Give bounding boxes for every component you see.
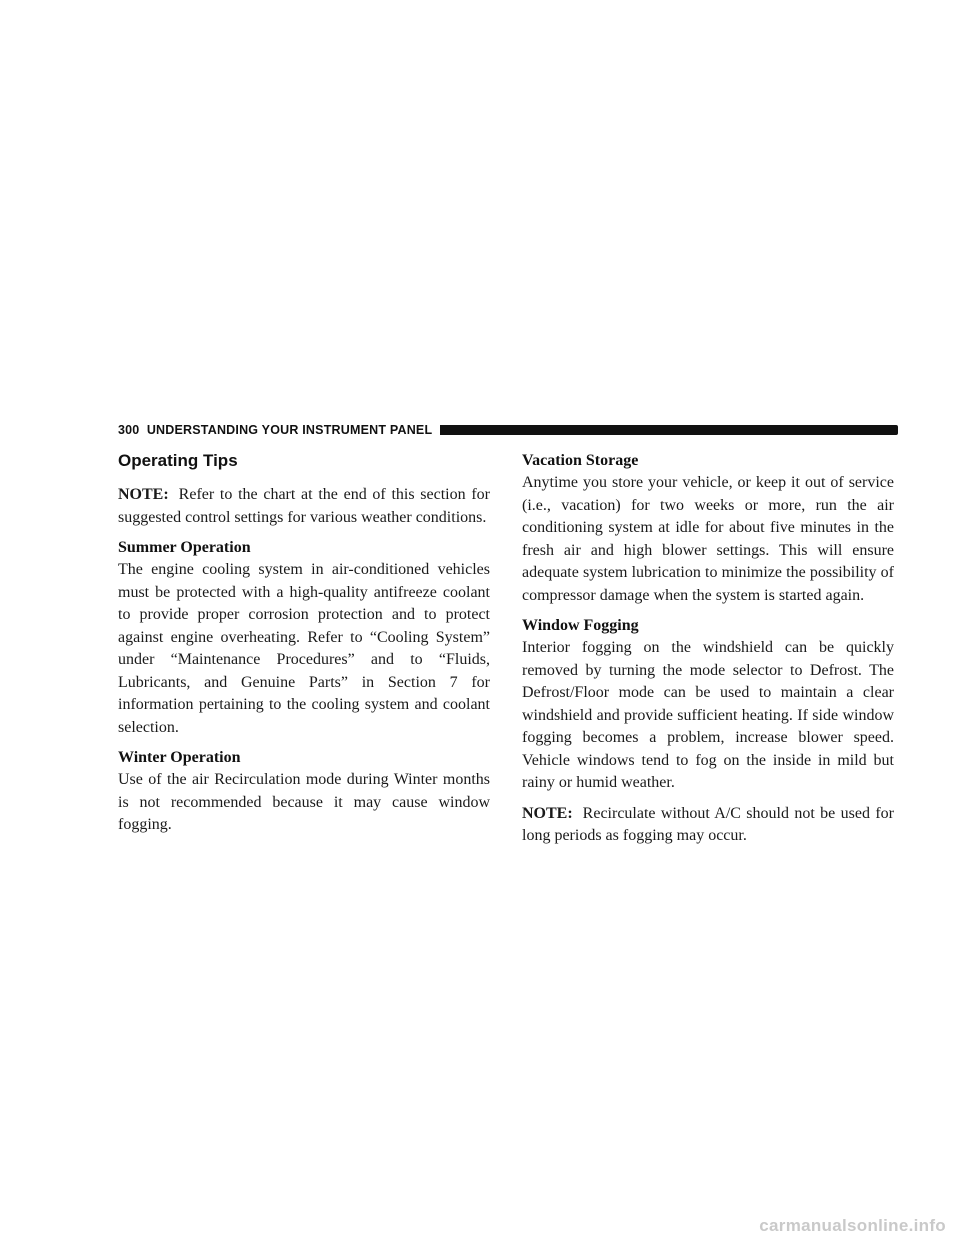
note-text: Recirculate without A/C should not be used for long periods as fogging may occur.: [522, 804, 894, 844]
winter-operation-block: [118, 747, 490, 837]
summer-operation-body: The engine cooling system in air-conditioned vehicles must be protected with a high-quality antifreeze coolant to provide proper corrosion protection and to protect against engine overheating. Refer to “Cooling System” under “Maintenance Procedures” and to “Fluids, Lubricants, and Genuine Parts” in Section 7 for information pertaining to the cooling system and coolant selection.: [118, 561, 490, 736]
note-paragraph-recirculate: [522, 803, 894, 848]
subheading-vacation-storage: Vacation Storage: [522, 452, 639, 469]
vacation-storage-block: [522, 450, 894, 607]
subheading-window-fogging: Window Fogging: [522, 617, 639, 634]
section-title: UNDERSTANDING YOUR INSTRUMENT PANEL: [146, 423, 433, 437]
winter-operation-body: Use of the air Recirculation mode during Winter months is not recommended because it may cause window fogging.: [118, 771, 490, 833]
window-fogging-body: Interior fogging on the windshield can be quickly removed by turning the mode selector to Defrost. The Defrost/Floor mode can be used to maintain a clear windshield and provide sufficient heating. If side window fogging becomes a problem, increase blower speed. Vehicle windows tend to fog on the inside in mild but rainy or humid weather.: [522, 639, 894, 791]
window-fogging-block: [522, 615, 894, 795]
running-header: [118, 423, 432, 437]
subheading-summer-operation: Summer Operation: [118, 539, 251, 556]
site-watermark: carmanualsonline.info: [759, 1216, 946, 1235]
section-heading-operating-tips: Operating Tips: [118, 451, 238, 470]
right-column: [522, 450, 894, 856]
summer-operation-block: [118, 537, 490, 739]
left-column: [118, 450, 490, 845]
note-label: NOTE:: [118, 486, 169, 503]
note-label: NOTE:: [522, 804, 573, 822]
header-rule-bar: [440, 425, 898, 435]
note-paragraph: [118, 484, 490, 529]
page-header: [118, 420, 898, 440]
vacation-storage-body: Anytime you store your vehicle, or keep it out of service (i.e., vacation) for two weeks or more, run the air conditioning system at idle for about five minutes in the fresh air and high blower settings. This will ensure adequate system lubrication to minimize the possibility of compressor damage when the system is started again.: [522, 474, 894, 604]
page-number: 300: [118, 423, 140, 437]
note-text: Refer to the chart at the end of this section for suggested control settings for various weather conditions.: [118, 486, 490, 526]
subheading-winter-operation: Winter Operation: [118, 749, 241, 766]
